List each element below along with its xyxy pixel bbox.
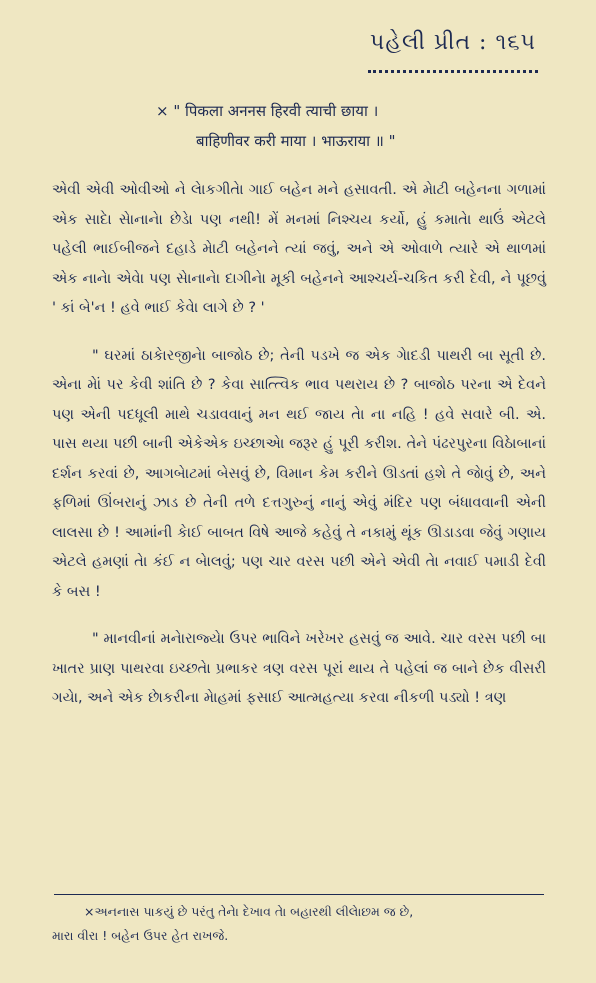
running-header: પહેલી પ્રીત : ૧૬૫ xyxy=(370,30,536,55)
epigraph-line-2: बाहिणीवर करी माया । भाऊराया ॥ " xyxy=(196,132,396,150)
body-text xyxy=(52,176,546,732)
paragraph-1: એવી એવી ઓવીઓ ને લેાકગીતેા ગાઈ બહેન મને હસાવતી. એ મેાટી બહેનના ગળામાં એક સાદેા સેાનાનેા છેડેા પણ નથી! મેં મનમાં નિશ્ચય કર્યો, હું કમાતેા થાઉં એટલે પહેલી ભાઈબીજને દહાડે મેાટી બહેનને ત્યાં જવું, અને એ ઓવાળે ત્યારે એ થાળમાં એક નાનેા એવેા પણ સેાનાનેા દાગીનેા મૂકી બહેનને આશ્ચર્ય-ચકિત કરી દેવી, ને પૂછવું ' કાં બે'ન ! હવે ભાઈ કેવેા લાગે છે ? ' xyxy=(52,182,546,316)
paragraph-2: " ઘરમાં ઠાકેારજીનેા બાજોઠ છે; તેની પડખે જ એક ગેાદડી પાથરી બા સૂતી છે. એના મેાં પર કેવી શાંતિ છે ? કેવા સાત્ત્વિક ભાવ પથરાય છે ? બાજોઠ પરના એ દેવને પણ એની પદધૂલી માથે ચડાવવાનું મન થઈ જાય તેા ના નહિ ! હવે સવારે બી. એ. પાસ થયા પછી બાની એકેએક ઇચ્છાએા જરૂર હું પૂરી કરીશ. તેને પંઢરપુરના વિઠેાબાનાં દર્શન કરવાં છે, આગબેાટમાં બેસવું છે, વિમાન કેમ કરીને ઊડતાં હશે તે જેાવું છે, અને ફળિમાં ઊંબરાનું ઝાડ છે તેની તળે દત્તગુરુનું નાનું એવું મંદિર પણ બંધાવવાની એની લાલસા છે ! આમાંની કેાઈ બાબત વિષે આજે કહેવું તે નકામું થૂંક ઊડાડવા જેવું ગણાય એટલે હમણાં તેા કંઈ ન બેાલવું; પણ ચાર વરસ પછી એને એવી તેા નવાઈ પમાડી દેવી કે બસ ! xyxy=(52,347,546,600)
footnote xyxy=(52,900,546,948)
footnote-line-2: મારા વીરા ! બહેન ઉપર હેત રાખજે. xyxy=(52,928,229,943)
footnote-line-1: ×અનનાસ પાકયું છે પરંતુ તેનેા દેખાવ તેા બહારથી લીલેાછમ જ છે, xyxy=(84,904,414,919)
header-dotted-rule xyxy=(368,70,538,73)
epigraph xyxy=(0,96,596,156)
footnote-rule xyxy=(54,894,544,895)
epigraph-line-1: × " पिकला अननस हिरवी त्याची छाया । xyxy=(156,102,379,120)
paragraph-3: " માનવીનાં મનેારાજ્યેા ઉપર ભાવિને ખરેખર હસવું જ આવે. ચાર વરસ પછી બા ખાતર પ્રાણ પાથરવા ઇચ્છતેા પ્રભાકર ત્રણ વરસ પૂરાં થાય તે પહેલાં જ બાને છેક વીસરી ગયેા, અને એક છેાકરીના મેાહમાં ફસાઈ આત્મહત્યા કરવા નીકળી પડ્યો ! ત્રણ xyxy=(52,631,546,706)
